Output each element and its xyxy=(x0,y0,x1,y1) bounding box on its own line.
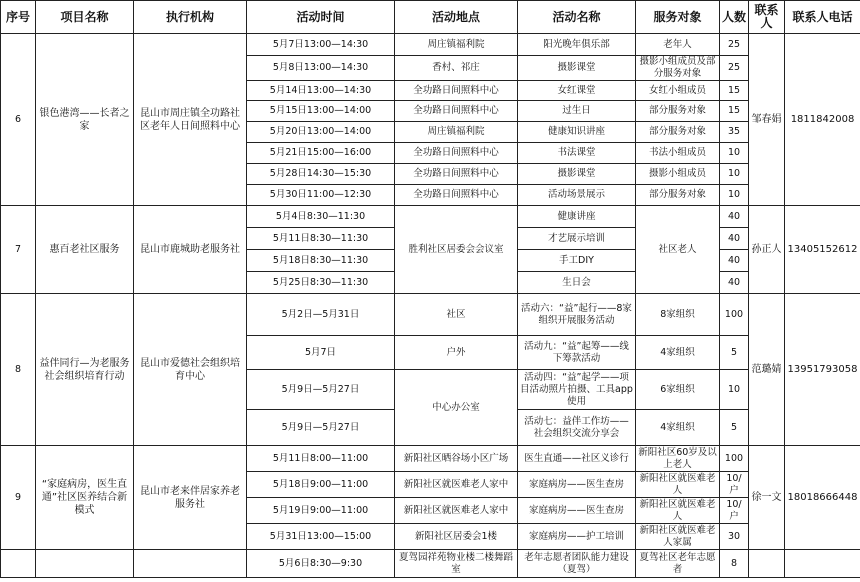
place-cell: 全功路日间照料中心 xyxy=(395,164,518,185)
contact-cell: 徐一文 xyxy=(749,446,785,550)
count-cell: 15 xyxy=(720,101,749,122)
activity-name-cell: 家庭病房——医生查房 xyxy=(518,472,636,498)
count-cell: 25 xyxy=(720,34,749,56)
seq-cell: 7 xyxy=(1,206,36,294)
contact-cell: 孙正人 xyxy=(749,206,785,294)
project-name-cell: 惠百老社区服务 xyxy=(36,206,134,294)
count-cell: 30 xyxy=(720,524,749,550)
seq-cell: 6 xyxy=(1,34,36,206)
place-cell: 全功路日间照料中心 xyxy=(395,185,518,206)
seq-cell: 8 xyxy=(1,294,36,446)
phone-cell xyxy=(785,550,860,578)
count-cell: 25 xyxy=(720,56,749,81)
target-cell: 摄影小组成员 xyxy=(636,164,720,185)
time-cell: 5月9日—5月27日 xyxy=(247,410,395,446)
col-header-name: 活动名称 xyxy=(518,1,636,34)
count-cell: 10/户 xyxy=(720,498,749,524)
place-cell: 周庄镇福利院 xyxy=(395,122,518,143)
target-cell: 6家组织 xyxy=(636,370,720,410)
place-cell: 全功路日间照料中心 xyxy=(395,81,518,101)
project-name-cell: “家庭病房，医生直通”社区医养结合新模式 xyxy=(36,446,134,550)
count-cell: 10 xyxy=(720,143,749,164)
time-cell: 5月31日13:00—15:00 xyxy=(247,524,395,550)
phone-cell: 1811842008 xyxy=(785,34,860,206)
time-cell: 5月18日8:30—11:30 xyxy=(247,250,395,272)
count-cell: 10 xyxy=(720,164,749,185)
activity-name-cell: 活动九：“益”起筹——线下筹款活动 xyxy=(518,336,636,370)
phone-cell: 13405152612 xyxy=(785,206,860,294)
activity-name-cell: 摄影课堂 xyxy=(518,56,636,81)
org-cell: 昆山市周庄镇全功路社区老年人日间照料中心 xyxy=(134,34,247,206)
time-cell: 5月11日8:30—11:30 xyxy=(247,228,395,250)
project-name-cell: 益伴同行—为老服务社会组织培育行动 xyxy=(36,294,134,446)
time-cell: 5月2日—5月31日 xyxy=(247,294,395,336)
target-cell: 夏驾社区老年志愿者 xyxy=(636,550,720,578)
activity-name-cell: 摄影课堂 xyxy=(518,164,636,185)
count-cell: 5 xyxy=(720,410,749,446)
table-row xyxy=(1,446,860,472)
contact-cell xyxy=(749,550,785,578)
phone-cell: 18018666448 xyxy=(785,446,860,550)
place-cell: 夏驾园祥苑物业楼二楼舞蹈室 xyxy=(395,550,518,578)
place-cell: 新阳社区居委会1楼 xyxy=(395,524,518,550)
count-cell: 40 xyxy=(720,206,749,228)
target-cell: 老年人 xyxy=(636,34,720,56)
time-cell: 5月15日13:00—14:00 xyxy=(247,101,395,122)
col-header-target: 服务对象 xyxy=(636,1,720,34)
time-cell: 5月7日13:00—14:30 xyxy=(247,34,395,56)
col-header-project: 项目名称 xyxy=(36,1,134,34)
activity-name-cell: 书法课堂 xyxy=(518,143,636,164)
seq-cell: 9 xyxy=(1,446,36,550)
table-row xyxy=(1,34,860,56)
count-cell: 40 xyxy=(720,250,749,272)
target-cell: 部分服务对象 xyxy=(636,101,720,122)
activity-name-cell: 手工DIY xyxy=(518,250,636,272)
time-cell: 5月7日 xyxy=(247,336,395,370)
activity-name-cell: 生日会 xyxy=(518,272,636,294)
col-header-count: 人数 xyxy=(720,1,749,34)
place-cell: 中心办公室 xyxy=(395,370,518,446)
count-cell: 15 xyxy=(720,81,749,101)
place-cell: 户外 xyxy=(395,336,518,370)
place-cell: 全功路日间照料中心 xyxy=(395,143,518,164)
activity-name-cell: 健康讲座 xyxy=(518,206,636,228)
count-cell: 35 xyxy=(720,122,749,143)
time-cell: 5月14日13:00—14:30 xyxy=(247,81,395,101)
count-cell: 10 xyxy=(720,185,749,206)
target-cell: 社区老人 xyxy=(636,206,720,294)
time-cell: 5月30日11:00—12:30 xyxy=(247,185,395,206)
target-cell: 新阳社区就医难老人家属 xyxy=(636,524,720,550)
col-header-seq: 序号 xyxy=(1,1,36,34)
header-row xyxy=(1,1,860,34)
time-cell: 5月9日—5月27日 xyxy=(247,370,395,410)
project-name-cell: 银色港湾——长者之家 xyxy=(36,34,134,206)
time-cell: 5月11日8:00—11:00 xyxy=(247,446,395,472)
activity-name-cell: 老年志愿者团队能力建设（夏驾） xyxy=(518,550,636,578)
time-cell: 5月21日15:00—16:00 xyxy=(247,143,395,164)
place-cell: 全功路日间照料中心 xyxy=(395,101,518,122)
col-header-org: 执行机构 xyxy=(134,1,247,34)
org-cell xyxy=(134,550,247,578)
activity-name-cell: 过生日 xyxy=(518,101,636,122)
project-name-cell xyxy=(36,550,134,578)
activity-name-cell: 活动六：“益”起行——8家组织开展服务活动 xyxy=(518,294,636,336)
count-cell: 5 xyxy=(720,336,749,370)
target-cell: 摄影小组成员及部分服务对象 xyxy=(636,56,720,81)
target-cell: 4家组织 xyxy=(636,336,720,370)
time-cell: 5月8日13:00—14:30 xyxy=(247,56,395,81)
target-cell: 部分服务对象 xyxy=(636,185,720,206)
place-cell: 胜利社区居委会会议室 xyxy=(395,206,518,294)
time-cell: 5月28日14:30—15:30 xyxy=(247,164,395,185)
place-cell: 新阳社区就医难老人家中 xyxy=(395,498,518,524)
table-row xyxy=(1,550,860,578)
target-cell: 4家组织 xyxy=(636,410,720,446)
col-header-contact: 联系人 xyxy=(749,1,785,34)
table-row xyxy=(1,294,860,336)
count-cell: 10 xyxy=(720,370,749,410)
table-row xyxy=(1,206,860,228)
org-cell: 昆山市爱德社会组织培育中心 xyxy=(134,294,247,446)
time-cell: 5月19日9:00—11:00 xyxy=(247,498,395,524)
target-cell: 新阳社区就医难老人 xyxy=(636,498,720,524)
seq-cell xyxy=(1,550,36,578)
place-cell: 社区 xyxy=(395,294,518,336)
target-cell: 部分服务对象 xyxy=(636,122,720,143)
col-header-place: 活动地点 xyxy=(395,1,518,34)
activity-name-cell: 健康知识讲座 xyxy=(518,122,636,143)
col-header-time: 活动时间 xyxy=(247,1,395,34)
count-cell: 100 xyxy=(720,294,749,336)
activity-name-cell: 医生直通——社区义诊行 xyxy=(518,446,636,472)
activity-name-cell: 家庭病房——医生查房 xyxy=(518,498,636,524)
place-cell: 新阳社区晒谷场小区广场 xyxy=(395,446,518,472)
phone-cell: 13951793058 xyxy=(785,294,860,446)
target-cell: 8家组织 xyxy=(636,294,720,336)
activity-name-cell: 家庭病房——护工培训 xyxy=(518,524,636,550)
target-cell: 女红小组成员 xyxy=(636,81,720,101)
activity-name-cell: 女红课堂 xyxy=(518,81,636,101)
contact-cell: 邹春娟 xyxy=(749,34,785,206)
time-cell: 5月6日8:30—9:30 xyxy=(247,550,395,578)
activity-name-cell: 才艺展示培训 xyxy=(518,228,636,250)
time-cell: 5月18日9:00—11:00 xyxy=(247,472,395,498)
count-cell: 100 xyxy=(720,446,749,472)
contact-cell: 范璐婧 xyxy=(749,294,785,446)
time-cell: 5月4日8:30—11:30 xyxy=(247,206,395,228)
count-cell: 8 xyxy=(720,550,749,578)
org-cell: 昆山市鹿城助老服务社 xyxy=(134,206,247,294)
col-header-phone: 联系人电话 xyxy=(785,1,860,34)
target-cell: 新阳社区就医难老人 xyxy=(636,472,720,498)
count-cell: 40 xyxy=(720,272,749,294)
activity-name-cell: 阳光晚年俱乐部 xyxy=(518,34,636,56)
place-cell: 新阳社区就医难老人家中 xyxy=(395,472,518,498)
target-cell: 新阳社区60岁及以上老人 xyxy=(636,446,720,472)
activity-name-cell: 活动场景展示 xyxy=(518,185,636,206)
place-cell: 香村、祁庄 xyxy=(395,56,518,81)
org-cell: 昆山市老来伴居家养老服务社 xyxy=(134,446,247,550)
time-cell: 5月25日8:30—11:30 xyxy=(247,272,395,294)
time-cell: 5月20日13:00—14:00 xyxy=(247,122,395,143)
place-cell: 周庄镇福利院 xyxy=(395,34,518,56)
activity-name-cell: 活动四：“益”起学——项目活动照片拍摄、工具app使用 xyxy=(518,370,636,410)
count-cell: 10/户 xyxy=(720,472,749,498)
target-cell: 书法小组成员 xyxy=(636,143,720,164)
count-cell: 40 xyxy=(720,228,749,250)
activity-name-cell: 活动七：益伴工作坊——社会组织交流分享会 xyxy=(518,410,636,446)
